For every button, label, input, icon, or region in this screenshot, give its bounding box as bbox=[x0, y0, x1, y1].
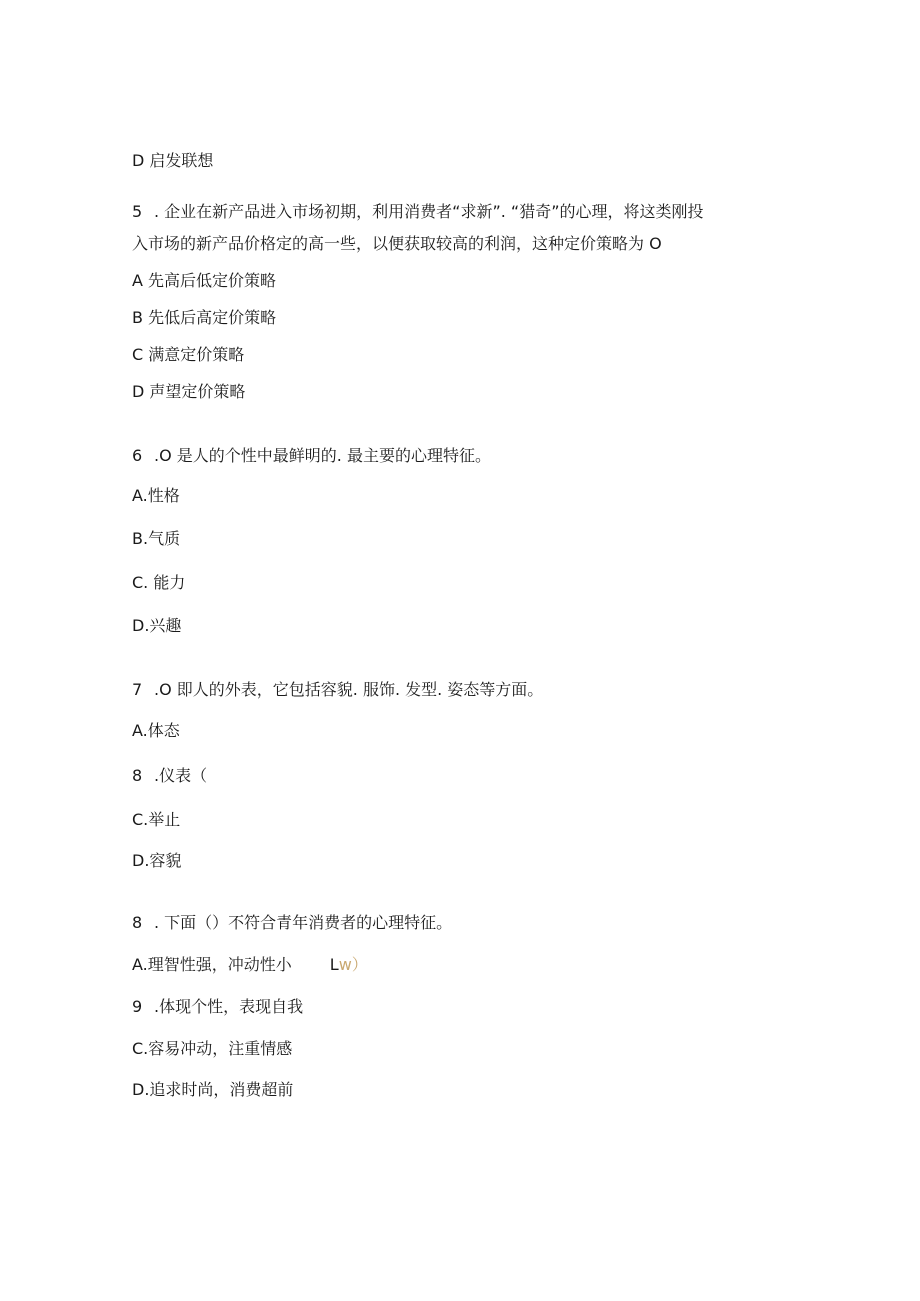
q7-sub-number: 8 bbox=[132, 766, 143, 785]
q5-option-c: C 满意定价策略 bbox=[132, 345, 245, 364]
q7-number: 7 bbox=[132, 680, 143, 699]
q7-sub-text: .仪表（ bbox=[154, 766, 208, 785]
q5-stem-line1 bbox=[132, 202, 704, 222]
q7-option-c: C.举止 bbox=[132, 810, 181, 829]
q5-option-d: D 声望定价策略 bbox=[132, 382, 246, 401]
q8-option-a-text: A.理智性强，冲动性小 bbox=[132, 955, 292, 974]
q8-stem bbox=[132, 913, 452, 933]
q5-stem-text1: . 企业在新产品进入市场初期，利用消费者“求新”. “猎奇”的心理，将这类刚投 bbox=[154, 202, 704, 221]
q7-option-a: A.体态 bbox=[132, 721, 180, 740]
q5-number: 5 bbox=[132, 202, 143, 221]
q5-option-a: A 先高后低定价策略 bbox=[132, 271, 277, 290]
q8-option-a bbox=[132, 955, 368, 975]
q6-option-d: D.兴趣 bbox=[132, 616, 182, 635]
q6-option-c: C. 能力 bbox=[132, 573, 186, 592]
q5-stem-line2: 入市场的新产品价格定的高一些，以便获取较高的利润，这种定价策略为 O bbox=[132, 234, 662, 253]
q8-option-a-tail-w: w） bbox=[338, 955, 368, 974]
q6-option-a: A.性格 bbox=[132, 486, 180, 505]
q5-option-b: B 先低后高定价策略 bbox=[132, 308, 277, 327]
q8-sub-number: 9 bbox=[132, 997, 143, 1016]
q4-option-d: D 启发联想 bbox=[132, 151, 214, 170]
q8-option-c: C.容易冲动，注重情感 bbox=[132, 1039, 293, 1058]
q7-sub-line bbox=[132, 766, 207, 786]
q7-option-d: D.容貌 bbox=[132, 851, 182, 870]
q8-option-d: D.追求时尚，消费超前 bbox=[132, 1080, 294, 1099]
q6-number: 6 bbox=[132, 446, 143, 465]
q6-stem bbox=[132, 446, 491, 466]
q8-sub-line bbox=[132, 997, 303, 1017]
q8-option-a-tail-l: L bbox=[329, 955, 339, 974]
q8-stem-text: . 下面（）不符合青年消费者的心理特征。 bbox=[154, 913, 453, 932]
q6-stem-text: .O 是人的个性中最鲜明的. 最主要的心理特征。 bbox=[154, 446, 491, 465]
q8-number: 8 bbox=[132, 913, 143, 932]
q6-option-b: B.气质 bbox=[132, 529, 181, 548]
q8-sub-text: .体现个性，表现自我 bbox=[154, 997, 304, 1016]
q7-stem-text: .O 即人的外表，它包括容貌. 服饰. 发型. 姿态等方面。 bbox=[154, 680, 544, 699]
q7-stem bbox=[132, 680, 543, 700]
